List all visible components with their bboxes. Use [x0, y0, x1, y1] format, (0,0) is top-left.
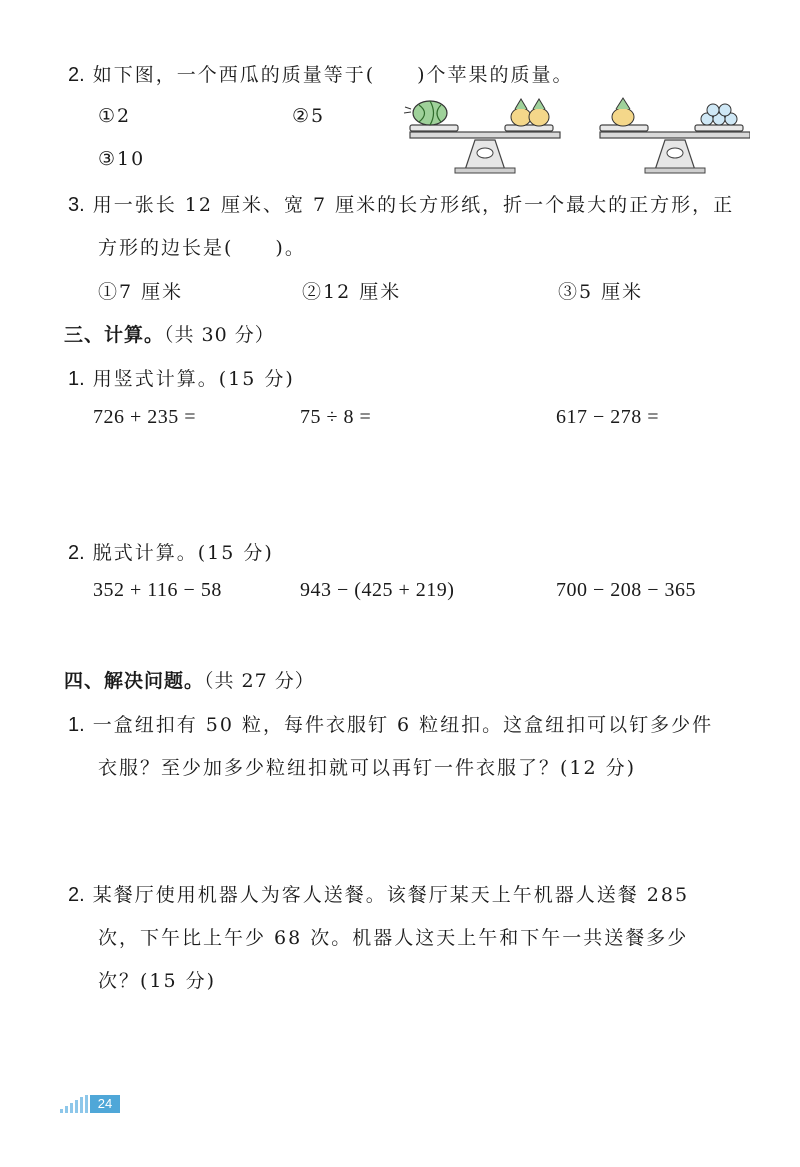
apple-icon	[719, 104, 731, 116]
expression-5: 943 − (425 + 219)	[300, 579, 455, 601]
problem-text-line2: 衣服？至少加多少粒纽扣就可以再钉一件衣服了？(12 分)	[98, 757, 637, 779]
expression-6: 700 − 208 − 365	[556, 579, 697, 601]
section-3-part-1	[68, 364, 295, 391]
part-text: 用竖式计算。(15 分)	[92, 368, 295, 390]
expression-1: 726 + 235 =	[93, 406, 197, 428]
problem-text-line1: 某餐厅使用机器人为客人送餐。该餐厅某天上午机器人送餐 285	[92, 884, 690, 906]
pineapple-icon	[511, 108, 531, 126]
problem-number: 2.	[68, 884, 85, 906]
option-2: ②12 厘米	[302, 281, 402, 303]
option-1: ①7 厘米	[98, 281, 184, 303]
pineapple-icon	[612, 108, 634, 126]
problem-text-line2: 次，下午比上午少 68 次。机器人这天上午和下午一共送餐多少	[98, 927, 689, 949]
problem-number: 1.	[68, 714, 85, 736]
balance-scales-illustration	[395, 95, 750, 175]
question-text-line1: 用一张长 12 厘米、宽 7 厘米的长方形纸，折一个最大的正方形，正	[92, 194, 735, 216]
question-number: 3.	[68, 194, 85, 216]
page-decor-bars	[60, 1095, 90, 1113]
question-2	[68, 60, 574, 87]
option-2: ②5	[292, 105, 326, 127]
option-3: ③10	[98, 148, 146, 170]
question-text-line2: 方形的边长是( )。	[98, 237, 306, 259]
section-3-heading	[64, 320, 275, 347]
scale-watermelon-vs-pineapples	[404, 99, 560, 173]
part-number: 1.	[68, 368, 85, 390]
apple-icon	[707, 104, 719, 116]
pineapple-icon	[529, 108, 549, 126]
section-title: 四、解决问题。	[64, 670, 205, 692]
question-number: 2.	[68, 64, 85, 86]
section-3-part-2	[68, 538, 274, 565]
question-text: 如下图，一个西瓜的质量等于( )个苹果的质量。	[92, 64, 574, 86]
section-title: 三、计算。	[64, 324, 165, 346]
question-3	[68, 190, 734, 217]
option-1: ①2	[98, 105, 132, 127]
expression-3: 617 − 278 =	[556, 406, 660, 428]
expression-2: 75 ÷ 8 =	[300, 406, 372, 428]
section-score: （共 30 分）	[164, 324, 275, 346]
section-4-heading	[64, 666, 315, 693]
watermelon-icon	[413, 101, 447, 125]
section-score: （共 27 分）	[204, 670, 315, 692]
part-text: 脱式计算。(15 分)	[92, 542, 274, 564]
option-3: ③5 厘米	[558, 281, 644, 303]
page-number: 24	[90, 1095, 120, 1113]
part-number: 2.	[68, 542, 85, 564]
scale-pineapple-vs-apples	[600, 98, 750, 173]
expression-4: 352 + 116 − 58	[93, 579, 222, 601]
problem-2	[68, 880, 689, 907]
problem-1	[68, 710, 713, 737]
problem-text-line3: 次？(15 分)	[98, 970, 217, 992]
problem-text-line1: 一盒纽扣有 50 粒，每件衣服钉 6 粒纽扣。这盒纽扣可以钉多少件	[92, 714, 714, 736]
